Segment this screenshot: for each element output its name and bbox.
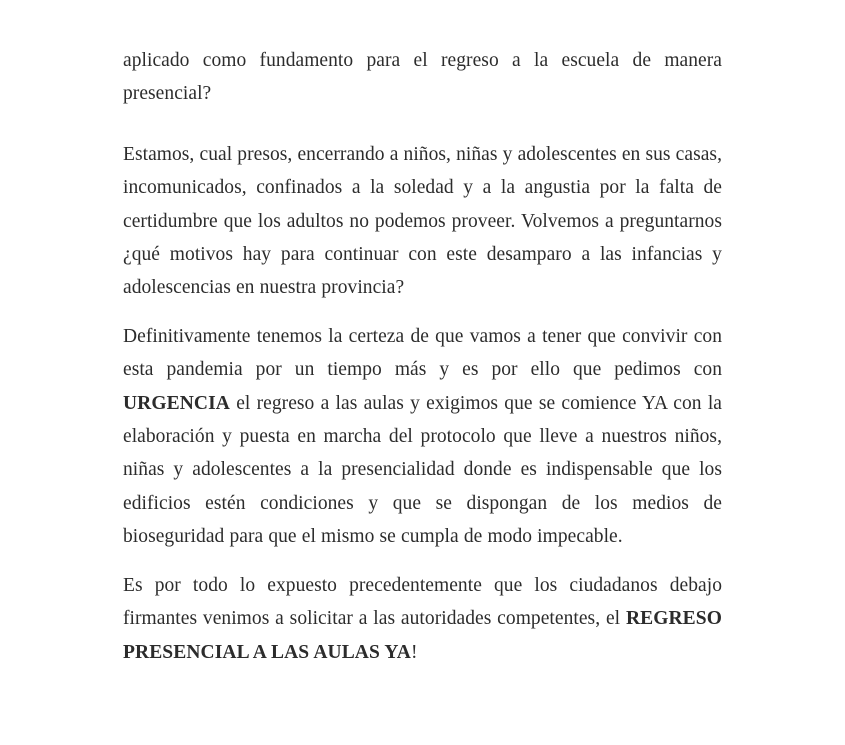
paragraph-4-exclamation-mark: ! (410, 641, 418, 663)
paragraph-estamos-cual-presos: Estamos, cual presos, encerrando a niños, niñas y adolescentes en sus casas, incomunicados, confinados a la soledad y a la angustia por la falta de certidumbre que los adultos no podemos proveer. Volvemos a preguntarnos ¿qué motivos hay para continuar con este desamparo a las infancias y adolescencias en nuestra provincia? (123, 143, 728, 299)
paragraph-aplicado-fundamento: aplicado como fundamento para el regreso a la escuela de manera presencial? (123, 50, 728, 105)
emphasis-urgencia: URGENCIA (123, 392, 230, 414)
document-text-body (123, 44, 728, 669)
paragraph-definitivamente-certeza (123, 320, 728, 554)
paragraph-3-lead-text: Definitivamente tenemos la certeza de que vamos a tener que convivir con esta pandemia por un tiempo más y es por ello que pedimos con (123, 325, 728, 381)
paragraph-4-lead-text: Es por todo lo expuesto precedentemente que los ciudadanos debajo firmantes venimos a solicitar a las autoridades competentes, el (123, 574, 728, 630)
paragraph-3-trailing-text: el regreso a las aulas y exigimos que se comience YA con la elaboración y puesta en marcha del protocolo que lleve a nuestros niños, niñas y adolescentes a la presencialidad donde es indispensable que los edificios estén condiciones y que se dispongan de los medios de bioseguridad para que el mismo se cumpla de modo impecable. (123, 392, 728, 548)
emphasis-regreso-presencial-a-las-aulas-ya: REGRESO PRESENCIAL A LAS AULAS YA (123, 608, 728, 663)
paragraph-es-por-todo-lo-expuesto (123, 569, 728, 669)
